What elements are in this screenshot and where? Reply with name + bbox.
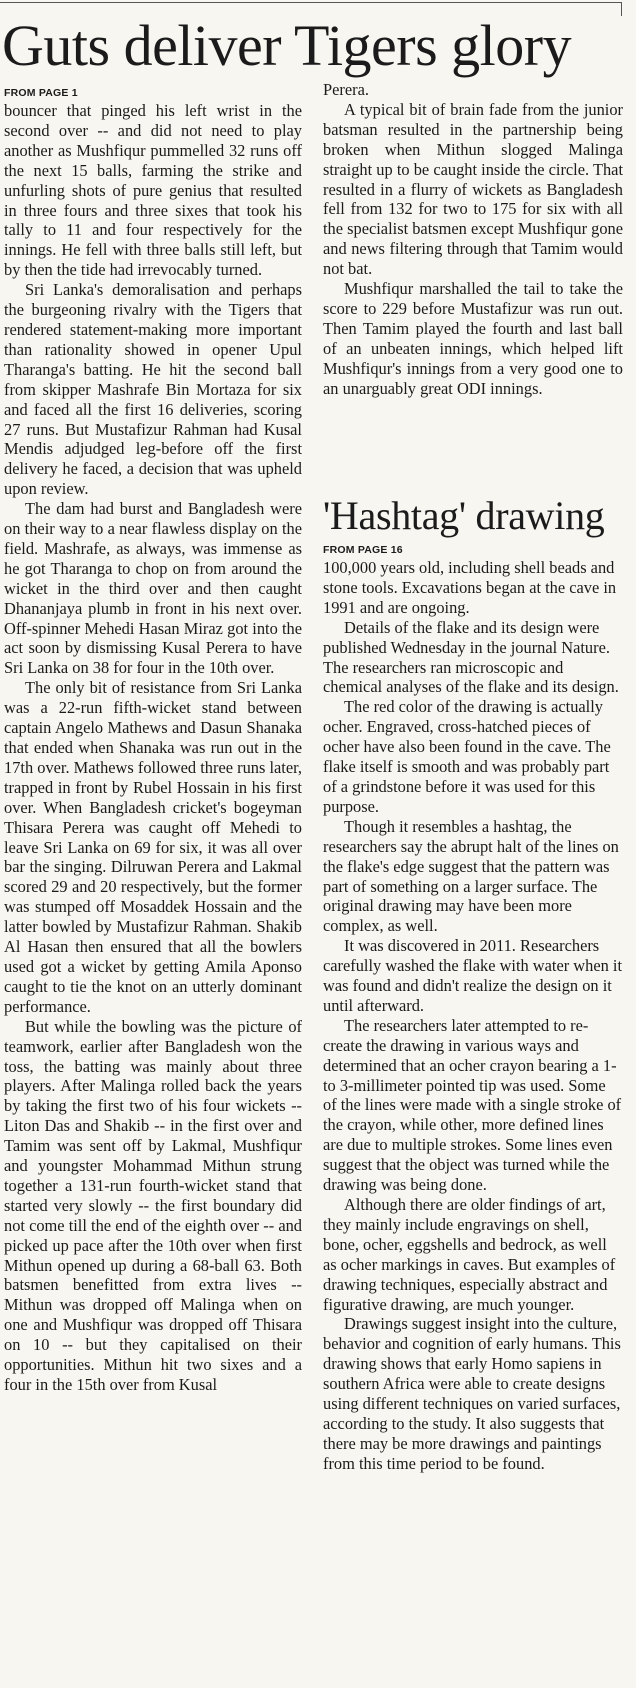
- hashtag-paragraph: Though it resembles a hashtag, the researchers say the abrupt halt of the lines on the flake's edge suggest that the pattern was part of something on a larger surface. The original drawing may have been more complex, as well.: [323, 816, 619, 936]
- sports-paragraph: Mushfiqur marshalled the tail to take the score to 229 before Mustafizur was run out. Then Tamim played the fourth and last ball of an unbeaten innings, which helped lift Mushfiqur's innings from a very good one to an unarguably great ODI innings.: [323, 279, 623, 398]
- sports-paragraph: The dam had burst and Bangladesh were on their way to a near flawless display on the field. Mashrafe, as always, was immense as he got Tharanga to chop on from around the wicket in the third over and then caught Dhananjaya plumb in front in his next over. Off-spinner Mehedi Hasan Miraz got into the act soon by dismissing Kusal Perera to have Sri Lanka on 38 for four in the 10th over.: [4, 499, 302, 678]
- hashtag-paragraph: Drawings suggest insight into the culture, behavior and cognition of early humans. This drawing shows that early Homo sapiens in southern Africa were able to create designs using different techniques on varied surfaces, according to the study. It also suggests that there may be more drawings and paintings from this time period to be found.: [323, 1314, 621, 1473]
- sports-column-left: [4, 87, 302, 1395]
- sports-kicker: FROM PAGE 1: [4, 87, 78, 99]
- hashtag-kicker: FROM PAGE 16: [323, 544, 403, 556]
- sports-paragraph: bouncer that pinged his left wrist in the second over -- and did not need to play another as Mushfiqur pummelled 32 runs off the next 15 balls, farming the strike and unfurling shots of pure genius that resulted in three fours and three sixes that took his tally to 11 and four respectively for the innings. He fell with three balls still left, but by then the tide had irrevocably turned.: [4, 101, 302, 280]
- hashtag-headline: 'Hashtag' drawing: [323, 493, 605, 538]
- hashtag-paragraph: Although there are older findings of art, they mainly include engravings on shell, bone, ocher, eggshells and bedrock, as well as ocher markings in caves. But examples of drawing techniques, especially abstract and figurative drawing, are much younger.: [323, 1195, 616, 1314]
- top-rule: [0, 2, 622, 3]
- sports-column-right: [323, 80, 623, 399]
- hashtag-paragraph: The red color of the drawing is actually ocher. Engraved, cross-hatched pieces of ocher have also been found in the cave. The flake itself is smooth and was probably part of a grindstone before it was used for this purpose.: [323, 697, 611, 816]
- sports-paragraph: Perera.: [323, 80, 369, 99]
- sports-paragraph: A typical bit of brain fade from the junior batsman resulted in the partnership being broken when Mithun slogged Malinga straight up to be caught inside the circle. That resulted in a flurry of wickets as Bangladesh fell from 132 for two to 175 for six with all the specialist batsmen except Mushfiqur gone and news filtering through that Tamim would not bat.: [323, 99, 623, 279]
- sports-paragraph: But while the bowling was the picture of teamwork, earlier after Bangladesh won the toss, the batting was mainly about three players. After Malinga rolled back the years by taking the first two of his four wickets -- Liton Das and Shakib -- in the first over and Tamim was sent off by Lakmal, Mushfiqur and youngster Mohammad Mithun strung together a 131-run fourth-wicket stand that started very slowly -- the first boundary did not come till the end of the eighth over -- and picked up pace after the 10th over when first Mithun opened up during a 68-ball 63. Both batsmen benefitted from extra lives -- Mithun was dropped off Malinga when on one and Mushfiqur was dropped off Thisara on 10 -- but they capitalised on their opportunities. Mithun hit two sixes and a four in the 15th over from Kusal: [4, 1016, 302, 1394]
- hashtag-paragraph: The researchers later attempted to re-create the drawing in various ways and determined that an ocher crayon bearing a 1- to 3-millimeter pointed tip was used. Some of the lines were made with a single stroke of the crayon, while other, more defined lines are due to multiple strokes. Some lines even suggest that the object was turned while the drawing was being done.: [323, 1015, 622, 1195]
- sports-paragraph: Sri Lanka's demoralisation and perhaps the burgeoning rivalry with the Tigers that rendered statement-making more important than rationality showed in opener Upul Tharanga's batting. He hit the second ball from skipper Mashrafe Bin Mortaza for six and faced all the first 16 deliveries, scoring 27 runs. But Mustafizur Rahman had Kusal Mendis adjudged leg-before off the first delivery he faced, a decision that was upheld upon review.: [4, 280, 302, 499]
- hashtag-paragraph: Details of the flake and its design were published Wednesday in the journal Nature. The researchers ran microscopic and chemical analyses of the flake and its design.: [323, 617, 619, 697]
- hashtag-paragraph: 100,000 years old, including shell beads and stone tools. Excavations began at the cave in 1991 and are ongoing.: [323, 558, 617, 617]
- sports-paragraph: The only bit of resistance from Sri Lanka was a 22-run fifth-wicket stand between captain Angelo Mathews and Dasun Shanaka that ended when Shanaka was run out in the 17th over. Mathews followed three runs later, trapped in front by Rubel Hossain in his first over. When Bangladesh cricket's bogeyman Thisara Perera was caught off Mehedi to leave Sri Lanka on 69 for six, it was all over bar the singing. Dilruwan Perera and Lakmal scored 29 and 20 respectively, but the former was stumped off Mosaddek Hossain and the latter bowled by Mustafizur Rahman. Shakib Al Hasan then ensured that all the bowlers used got a wicket by getting Amila Aponso caught to tie the knot on an utterly dominant performance.: [4, 678, 302, 1016]
- hashtag-column: [323, 558, 623, 1474]
- hashtag-paragraph: It was discovered in 2011. Researchers carefully washed the flake with water when it was found and didn't realize the design on it until afterward.: [323, 936, 623, 1015]
- sports-headline: Guts deliver Tigers glory: [2, 13, 572, 78]
